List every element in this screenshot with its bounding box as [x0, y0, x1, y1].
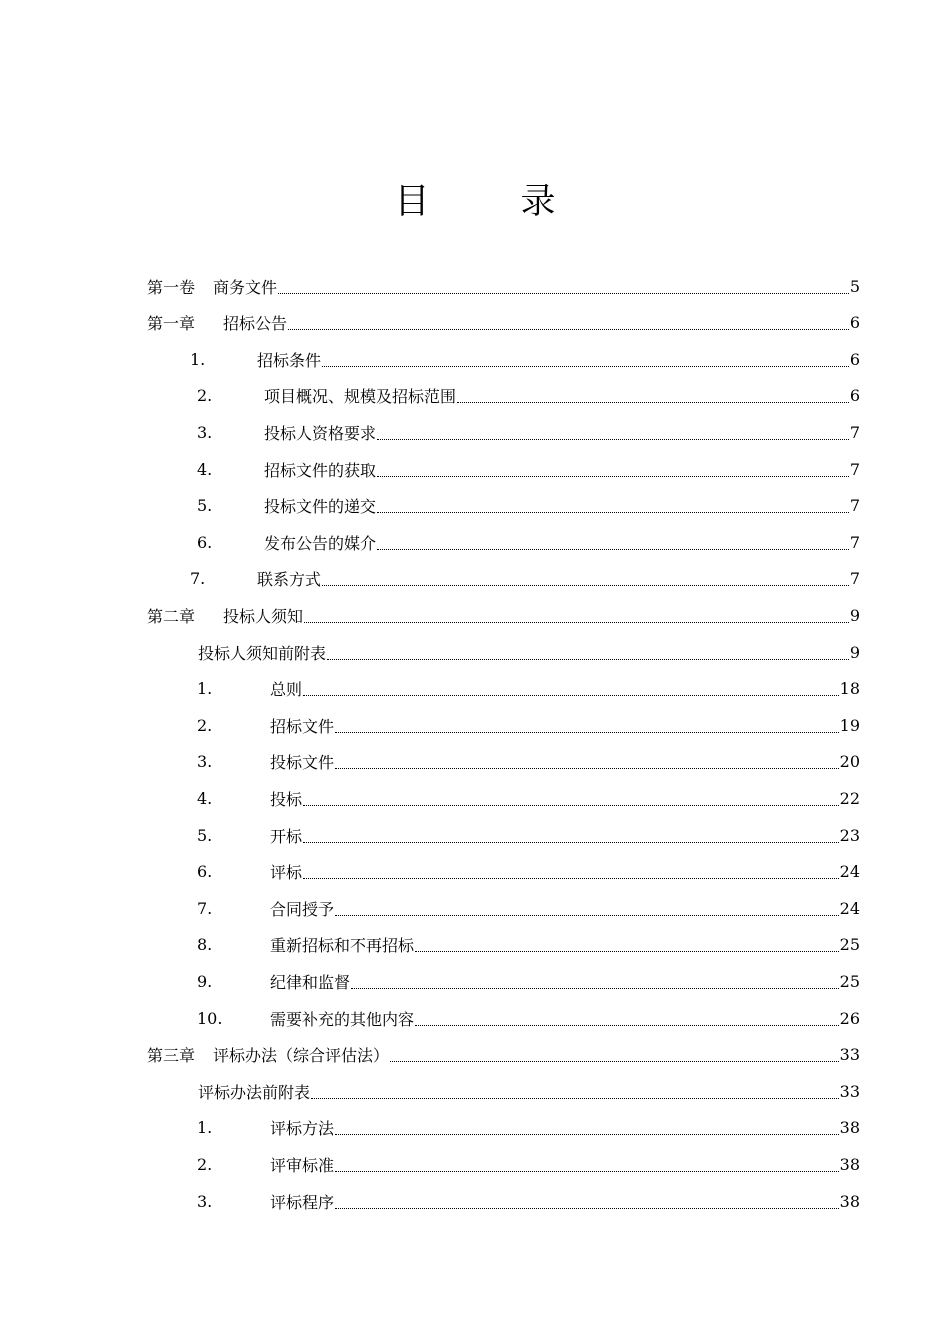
toc-entry-title: 评标办法（综合评估法）: [213, 1046, 390, 1066]
toc-leader-dots: [303, 805, 839, 806]
toc-entry-number: 5.: [197, 825, 213, 845]
toc-entry-page-number: 9: [849, 642, 860, 662]
toc-entry-title: 总则: [270, 680, 303, 700]
toc-entry-number: 第一章: [147, 314, 196, 334]
toc-leader-dots: [335, 1208, 839, 1209]
toc-leader-dots: [322, 585, 849, 586]
toc-entry-title: 招标文件: [270, 716, 335, 736]
toc-entry[interactable]: [197, 1146, 860, 1182]
toc-entry-title: 招标文件的获取: [264, 460, 377, 480]
toc-leader-dots: [335, 1171, 839, 1172]
toc-leader-dots: [377, 476, 849, 477]
toc-entry-number: 第二章: [147, 606, 196, 626]
toc-leader-dots: [322, 366, 849, 367]
toc-entry[interactable]: [197, 854, 860, 890]
toc-entry-title: 招标公告: [223, 314, 288, 334]
toc-leader-dots: [390, 1061, 839, 1062]
toc-entry-title: 评标程序: [270, 1192, 335, 1212]
toc-entry-number: 3.: [197, 752, 213, 772]
toc-entry[interactable]: [197, 744, 860, 780]
toc-leader-dots: [415, 951, 839, 952]
toc-entry-page-number: 6: [849, 313, 860, 333]
toc-entry-title: 商务文件: [213, 277, 278, 297]
toc-entry-page-number: 33: [839, 1045, 860, 1065]
toc-entry-page-number: 38: [839, 1118, 860, 1138]
toc-entry-title: 发布公告的媒介: [264, 533, 377, 553]
toc-entry-page-number: 20: [839, 752, 860, 772]
toc-entry-number: 7.: [197, 898, 213, 918]
toc-entry-title: 项目概况、规模及招标范围: [264, 387, 457, 407]
toc-entry[interactable]: [197, 707, 860, 743]
toc-entry-title: 开标: [270, 826, 303, 846]
toc-entry-title: 评标办法前附表: [198, 1082, 311, 1102]
toc-entry[interactable]: [197, 671, 860, 707]
toc-entry-number: 7.: [190, 569, 206, 589]
toc-entry-page-number: 38: [839, 1191, 860, 1211]
toc-entry-number: 1.: [190, 349, 206, 369]
toc-entry-page-number: 5: [849, 276, 860, 296]
toc-entry-number: 6.: [197, 532, 213, 552]
toc-leader-dots: [335, 915, 839, 916]
toc-leader-dots: [303, 842, 839, 843]
toc-entry-title: 评标: [270, 863, 303, 883]
toc-entry-number: 4.: [197, 788, 213, 808]
toc-entry[interactable]: [197, 1000, 860, 1036]
toc-entry[interactable]: [190, 341, 860, 377]
toc-entry-page-number: 7: [849, 569, 860, 589]
toc-entry[interactable]: [197, 1110, 860, 1146]
toc-leader-dots: [335, 732, 839, 733]
toc-leader-dots: [327, 659, 849, 660]
toc-title: 目 录: [394, 182, 584, 222]
toc-entry-page-number: 26: [839, 1008, 860, 1028]
toc-entry-page-number: 7: [849, 496, 860, 516]
toc-entry-page-number: 38: [839, 1154, 860, 1174]
toc-leader-dots: [278, 293, 849, 294]
toc-entry-title: 需要补充的其他内容: [270, 1009, 415, 1029]
toc-entry-page-number: 33: [839, 1081, 860, 1101]
toc-entry-page-number: 25: [839, 935, 860, 955]
toc-entry-page-number: 19: [839, 715, 860, 735]
toc-entry[interactable]: [197, 817, 860, 853]
toc-leader-dots: [303, 695, 839, 696]
toc-entry-title: 投标人须知: [223, 606, 304, 626]
toc-entry-title: 评审标准: [270, 1155, 335, 1175]
toc-entry[interactable]: [147, 597, 860, 633]
toc-leader-dots: [311, 1098, 839, 1099]
toc-entry[interactable]: [197, 890, 860, 926]
toc-leader-dots: [351, 988, 839, 989]
toc-entry-number: 2.: [197, 715, 213, 735]
toc-entry-title: 投标人须知前附表: [198, 643, 327, 663]
toc-entry-number: 4.: [197, 459, 213, 479]
toc-entry-number: 6.: [197, 862, 213, 882]
toc-entry-number: 3.: [197, 422, 213, 442]
toc-entry-title: 联系方式: [257, 570, 322, 590]
toc-leader-dots: [335, 768, 839, 769]
toc-entry-title: 投标: [270, 789, 303, 809]
toc-entry-number: 8.: [197, 935, 213, 955]
toc-entry-page-number: 7: [849, 422, 860, 442]
toc-entry-page-number: 22: [839, 788, 860, 808]
toc-entry-number: 2.: [197, 386, 213, 406]
toc-entry-title: 合同授予: [270, 899, 335, 919]
toc-entry-page-number: 24: [839, 862, 860, 882]
toc-entry[interactable]: [197, 451, 860, 487]
toc-entry-number: 2.: [197, 1154, 213, 1174]
toc-entry-page-number: 23: [839, 825, 860, 845]
toc-entry-title: 纪律和监督: [270, 972, 351, 992]
toc-entry[interactable]: [197, 488, 860, 524]
toc-leader-dots: [304, 622, 849, 623]
toc-leader-dots: [303, 878, 839, 879]
toc-entry-number: 1.: [197, 1118, 213, 1138]
toc-entry[interactable]: [197, 524, 860, 560]
toc-leader-dots: [377, 512, 849, 513]
toc-entry-title: 投标文件: [270, 753, 335, 773]
toc-entry-number: 第三章: [147, 1046, 196, 1066]
toc-entry-page-number: 24: [839, 898, 860, 918]
toc-entry[interactable]: [197, 963, 860, 999]
toc-entry[interactable]: [190, 561, 860, 597]
toc-entry-title: 招标条件: [257, 350, 322, 370]
toc-entry-page-number: 18: [839, 679, 860, 699]
toc-entry-title: 重新招标和不再招标: [270, 936, 415, 956]
toc-leader-dots: [457, 402, 849, 403]
toc-entry[interactable]: [197, 780, 860, 816]
toc-entry-page-number: 25: [839, 971, 860, 991]
toc-entry-number: 第一卷: [147, 277, 196, 297]
toc-entry-page-number: 6: [849, 349, 860, 369]
toc-entry[interactable]: [147, 1037, 860, 1073]
toc-leader-dots: [377, 549, 849, 550]
toc-entry[interactable]: [198, 634, 860, 670]
toc-entry[interactable]: [198, 1073, 860, 1109]
toc-entry[interactable]: [197, 414, 860, 450]
toc-entry-page-number: 7: [849, 459, 860, 479]
toc-entry[interactable]: [147, 268, 860, 304]
toc-entry-page-number: 9: [849, 605, 860, 625]
toc-entry-page-number: 7: [849, 532, 860, 552]
toc-entry-title: 评标方法: [270, 1119, 335, 1139]
toc-entry[interactable]: [147, 305, 860, 341]
toc-leader-dots: [288, 329, 849, 330]
toc-leader-dots: [415, 1025, 839, 1026]
toc-entry-page-number: 6: [849, 386, 860, 406]
toc-entry[interactable]: [197, 1183, 860, 1219]
toc-leader-dots: [335, 1134, 839, 1135]
toc-entry-number: 9.: [197, 971, 213, 991]
toc-entry-number: 10.: [197, 1008, 223, 1028]
toc-entry[interactable]: [197, 927, 860, 963]
toc-entry-number: 1.: [197, 679, 213, 699]
toc-entry-title: 投标文件的递交: [264, 497, 377, 517]
toc-entry-title: 投标人资格要求: [264, 423, 377, 443]
toc-entry[interactable]: [197, 378, 860, 414]
toc-entry-number: 5.: [197, 496, 213, 516]
toc-leader-dots: [377, 439, 849, 440]
toc-entry-number: 3.: [197, 1191, 213, 1211]
